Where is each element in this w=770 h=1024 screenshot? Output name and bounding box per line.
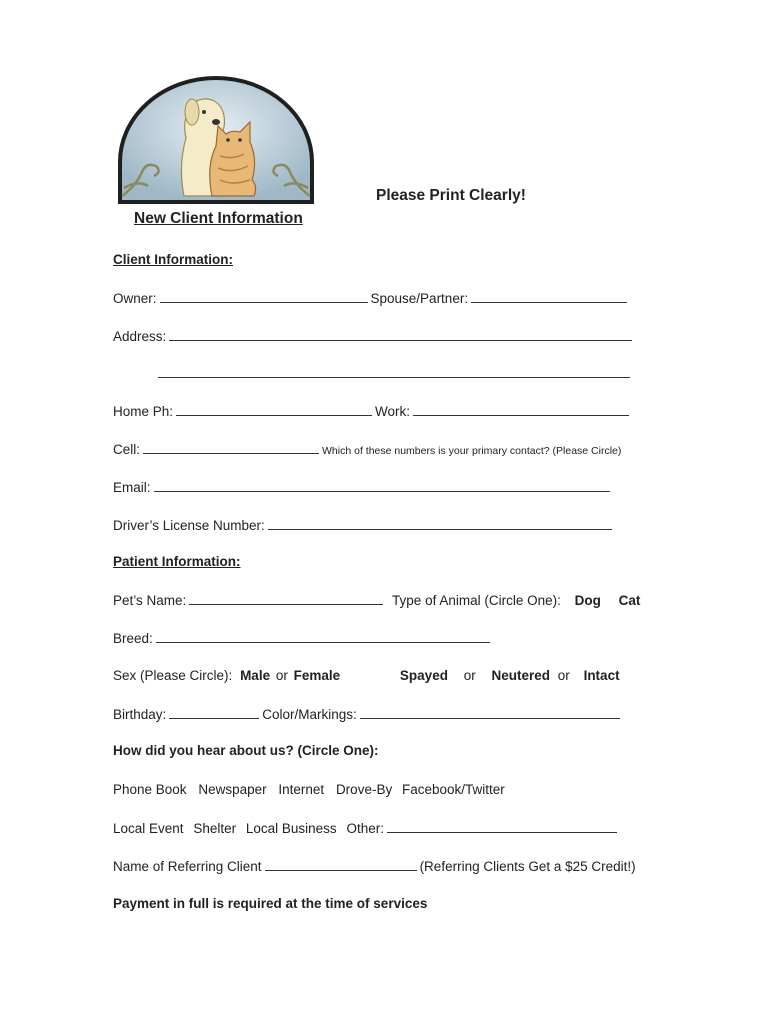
option-drove-by[interactable]: Drove-By	[335, 782, 393, 797]
email-field[interactable]	[154, 478, 610, 492]
address-label: Address:	[113, 329, 167, 344]
patient-info-heading: Patient Information:	[113, 554, 241, 569]
work-phone-field[interactable]	[413, 402, 629, 416]
option-local-event[interactable]: Local Event	[113, 821, 184, 836]
home-phone-field[interactable]	[176, 402, 372, 416]
license-label: Driver’s License Number:	[113, 518, 265, 533]
referral-options-row1	[113, 781, 505, 799]
option-facebook-twitter[interactable]: Facebook/Twitter	[401, 782, 505, 797]
pet-name-row	[113, 591, 640, 610]
primary-contact-note: Which of these numbers is your primary contact? (Please Circle)	[322, 445, 622, 457]
phone-row	[113, 402, 632, 421]
email-row	[113, 478, 613, 497]
print-clearly-note: Please Print Clearly!	[376, 187, 526, 204]
address-field-line1[interactable]	[169, 327, 632, 341]
spouse-field[interactable]	[471, 289, 627, 303]
birthday-label: Birthday:	[113, 707, 167, 722]
owner-field[interactable]	[160, 289, 368, 303]
color-field[interactable]	[360, 705, 620, 719]
clinic-logo	[112, 76, 320, 204]
other-field[interactable]	[387, 819, 617, 833]
breed-field[interactable]	[156, 629, 490, 643]
sex-label: Sex (Please Circle):	[113, 668, 233, 683]
option-shelter[interactable]: Shelter	[193, 821, 237, 836]
breed-row	[113, 629, 493, 648]
or-text: or	[557, 668, 570, 683]
address-line2-row	[158, 364, 630, 383]
option-dog[interactable]: Dog	[574, 593, 601, 608]
payment-note: Payment in full is required at the time of services	[113, 896, 428, 911]
animal-type-label: Type of Animal (Circle One):	[392, 593, 561, 608]
address-field-line2[interactable]	[158, 364, 630, 378]
license-row	[113, 516, 615, 535]
page-title: New Client Information	[134, 210, 303, 227]
owner-row	[113, 289, 630, 308]
option-male[interactable]: Male	[240, 668, 271, 683]
work-label: Work:	[375, 404, 411, 419]
referring-client-label: Name of Referring Client	[113, 859, 262, 874]
pet-name-field[interactable]	[189, 591, 383, 605]
sex-row	[113, 667, 620, 685]
color-label: Color/Markings:	[262, 707, 357, 722]
option-neutered[interactable]: Neutered	[491, 668, 551, 683]
home-phone-label: Home Ph:	[113, 404, 174, 419]
client-info-heading: Client Information:	[113, 252, 233, 267]
cell-label: Cell:	[113, 442, 141, 457]
referral-heading: How did you hear about us? (Circle One):	[113, 743, 379, 758]
or-text: or	[275, 668, 288, 683]
option-female[interactable]: Female	[293, 668, 341, 683]
cell-field[interactable]	[143, 440, 319, 454]
or-text: or	[463, 668, 476, 683]
option-local-business[interactable]: Local Business	[245, 821, 337, 836]
address-row	[113, 327, 635, 346]
option-intact[interactable]: Intact	[583, 668, 620, 683]
option-spayed[interactable]: Spayed	[399, 668, 448, 683]
breed-label: Breed:	[113, 631, 153, 646]
option-newspaper[interactable]: Newspaper	[198, 782, 267, 797]
owner-label: Owner:	[113, 291, 157, 306]
license-field[interactable]	[268, 516, 612, 530]
other-label: Other:	[346, 821, 384, 836]
pet-name-label: Pet’s Name:	[113, 593, 187, 608]
spouse-label: Spouse/Partner:	[370, 291, 469, 306]
birthday-row	[113, 705, 623, 724]
credit-note: (Referring Clients Get a $25 Credit!)	[419, 859, 636, 874]
option-cat[interactable]: Cat	[618, 593, 641, 608]
email-label: Email:	[113, 480, 151, 495]
referring-client-row	[113, 857, 636, 876]
referral-options-row2	[113, 819, 620, 838]
cell-row	[113, 440, 621, 460]
option-phone-book[interactable]: Phone Book	[113, 782, 187, 797]
birthday-field[interactable]	[169, 705, 259, 719]
referring-client-field[interactable]	[265, 857, 417, 871]
option-internet[interactable]: Internet	[278, 782, 325, 797]
